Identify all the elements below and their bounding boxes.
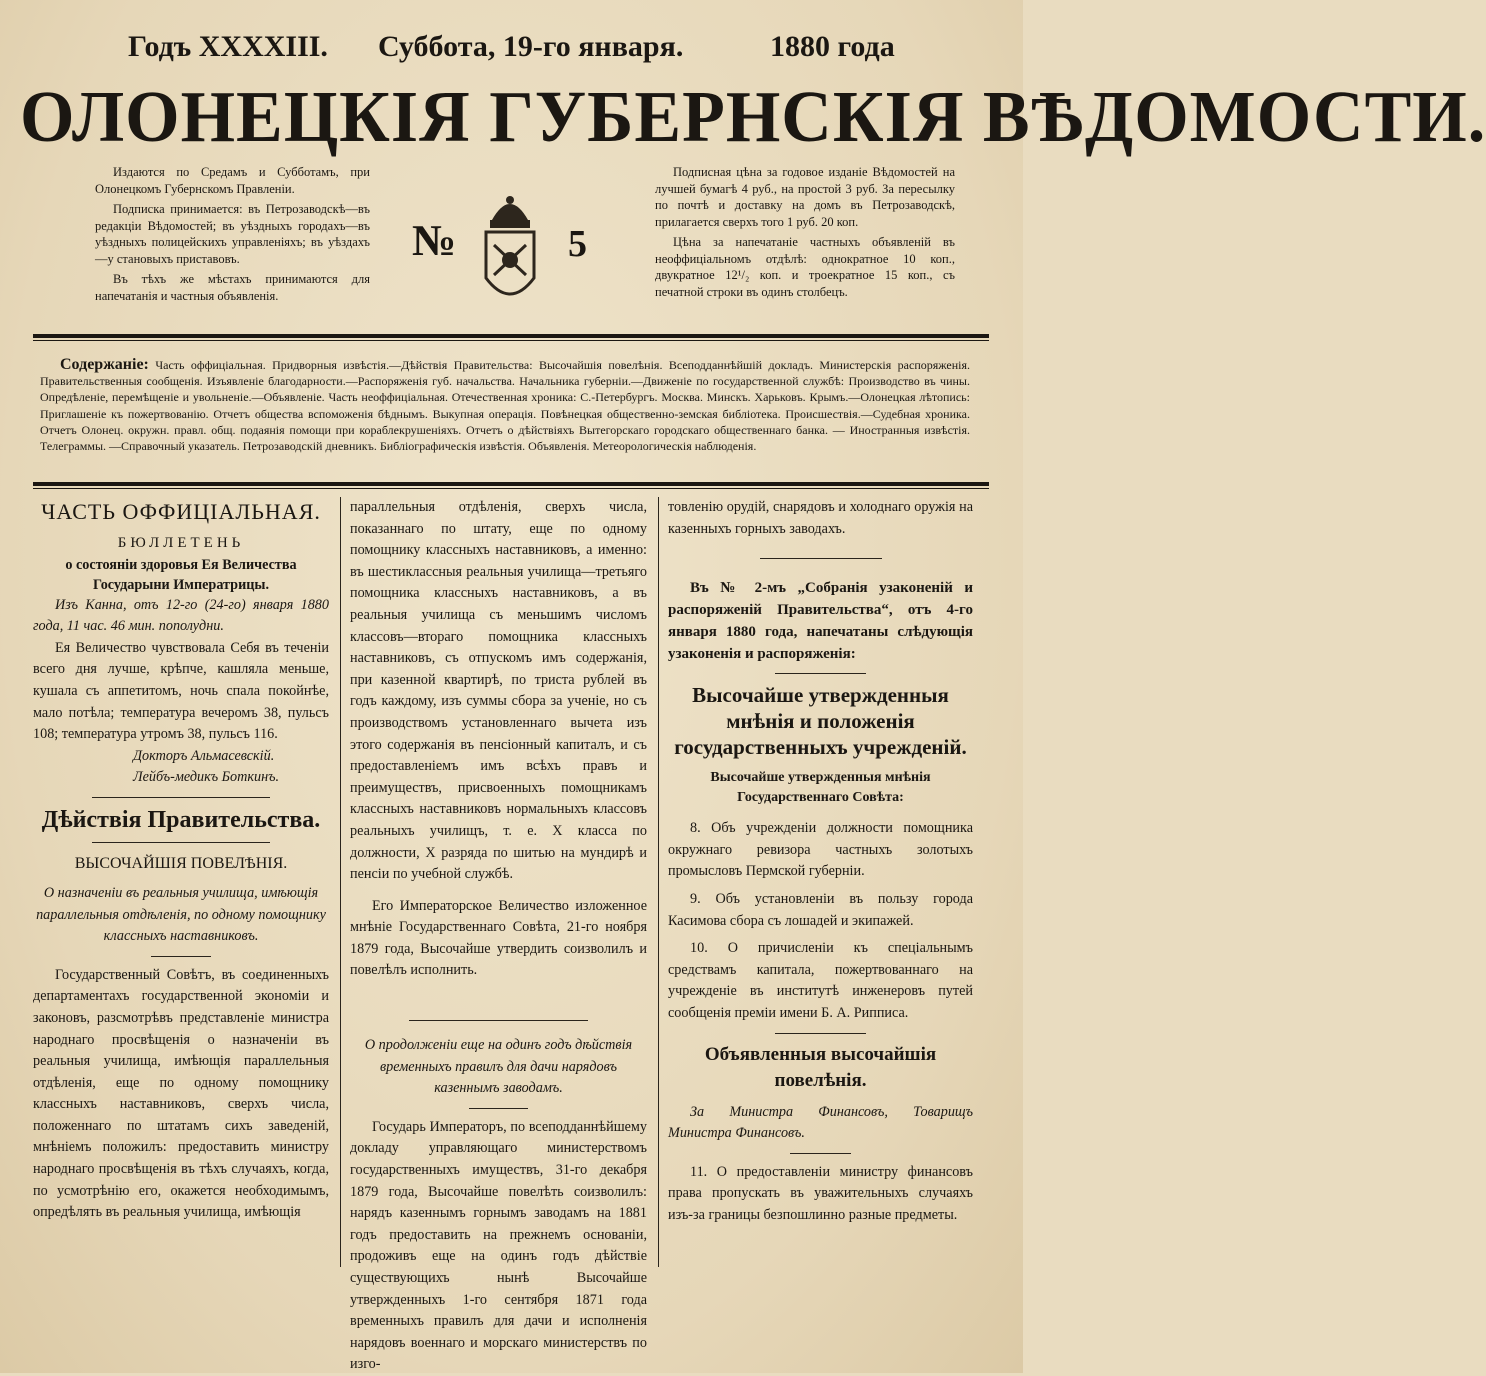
bulletin-subtitle: о состояніи здоровья Ея Величества Государыни Императрицы.: [65, 556, 297, 593]
subsection-heading: Высочайше утвержденныя мнѣнія Государственнаго Совѣта:: [710, 770, 931, 806]
info-paragraph: Подписная цѣна за годовое изданіе Вѣдомостей на лучшей бумагѣ 4 руб., на простой 3 руб. За пересылку по почтѣ и доставку на домъ въ Петрозаводскѣ, прилагается сверхъ того 1 руб. 20 коп.: [655, 165, 955, 229]
separator: [790, 1153, 851, 1154]
decree-text: параллельныя отдѣленія, сверхъ числа, показаннаго по штату, еще по одному помощнику классныхъ наставниковъ, а именно: въ шестиклассныя реальныя училища—третьяго помощника классныхъ наставниковъ, а въ реальныя училища съ меньшимъ числомъ классовъ—втораго помощника классныхъ наставниковъ, съ отпускомъ имъ содержанія, при казенной квартирѣ, по триста рублей въ годъ каждому, изъ суммы сбора за ученіе, но съ производствомъ установленнаго вычета изъ этого содержанія въ пенсіонный капиталъ, и съ предоставленіемъ имъ всѣхъ правъ и преимуществъ, присвоенныхъ помощникамъ классныхъ наставниковъ нормальныхъ классовъ реальныхъ училищъ, т. е. Х класса по должности, Х разряда по шитью на мундирѣ и пенсіи по учебной службѣ.: [350, 499, 647, 883]
separator: [775, 673, 867, 674]
minister-line: За Министра Финансовъ, Товарищъ Министра Финансовъ.: [668, 1103, 973, 1142]
column-2: [350, 497, 647, 1376]
newspaper-title: ОЛОНЕЦКІЯ ГУБЕРНСКІЯ ВѢДОМОСТИ.: [20, 77, 1486, 158]
issue-sign: №: [412, 216, 457, 265]
decree-text: Государственный Совѣтъ, въ соединенныхъ департаментахъ государственной экономіи и законовъ, разсмотрѣвъ представленіе министра народнаго просвѣщенія о назначеніи въ реальныя училища, имѣющія параллельныя отдѣленія, еще по одному помощнику классныхъ наставниковъ, сверхъ числа, положеннаго по штатамъ сихъ заведеній, мнѣніемъ положилъ: предоставить министру народнаго просвѣщенія въ тѣхъ случаяхъ, когда, по усмотрѣнію его, окажется необходимымъ, опредѣлять въ реальныя училища, имѣющія: [33, 966, 329, 1221]
issue-year: 1880 года: [770, 30, 895, 63]
column-divider: [340, 497, 341, 1267]
info-paragraph: Издаются по Средамъ и Субботамъ, при Олонецкомъ Губернскомъ Правленіи.: [95, 165, 370, 196]
contents-rule: [33, 488, 989, 489]
section-heading: Дѣйствія Правительства.: [41, 806, 321, 833]
decree-title: О назначеніи въ реальныя училища, имѣющія параллельныя отдѣленія, по одному помощнику классныхъ наставниковъ.: [36, 884, 326, 945]
contents-text: Часть оффиціальная. Придворныя извѣстія.—Дѣйствія Правительства: Высочайшія повелѣнія. Всеподданнѣйшій докладъ. Министерскія распоряженія. Правительственныя сообщенія. Изъявленіе благодарности.—Распоряженія губ. начальства. Начальника губерніи.—Движеніе по государственной службѣ: Производство въ чины. Опредѣленіе, перемѣщеніе и увольненіе.—Объявленіе. Часть неоффиціальная. Отечественная хроника: С.-Петербургъ. Москва. Минскъ. Харьковъ. Крымъ.—Олонецкая лѣтопись: Приглашеніе къ пожертвованію. Отчетъ общества вспоможенія бѣднымъ. Выкупная операція. Повѣнецкая общественно-земская библіотека. Происшествія.—Судебная хроника. Отчетъ Олонец. окружн. правл. общ. подаянія помощи при кораблекрушеніяхъ. Отчетъ о дѣйствіяхъ Вытегорскаго городскаго общественнаго банка. — Иностранныя извѣстія. Телеграммы. —Справочный указатель. Петрозаводскій дневникъ. Библіографическія извѣстія. Объявленія. Метеорологическія наблюденія.: [40, 358, 971, 454]
column-divider: [658, 497, 659, 1267]
table-of-contents: [40, 357, 970, 454]
info-paragraph: Подписка принимается: въ Петрозаводскѣ—въ редакціи Вѣдомостей; въ уѣздныхъ городахъ—въ уѣздныхъ полицейскихъ управленіяхъ; въ уѣздахъ—у становыхъ приставовъ.: [95, 202, 370, 266]
issue-date: Суббота, 19-го января.: [378, 30, 684, 63]
decree-text: Его Императорское Величество изложенное мнѣніе Государственнаго Совѣта, 21-го ноября 1879 года, Высочайше утвердить соизволилъ и повелѣлъ исполнить.: [350, 897, 647, 979]
law-item: 11. О предоставленіи министру финансовъ права пропускать въ уважительныхъ случаяхъ изъ-за границы безпошлинно разные предметы.: [668, 1163, 973, 1223]
separator: [151, 956, 210, 957]
dateline: [0, 30, 1023, 70]
subsection-heading: ВЫСОЧАЙШІЯ ПОВЕЛѢНІЯ.: [74, 854, 288, 872]
issue-number: 5: [568, 223, 587, 265]
bulletin-title: БЮЛЛЕТЕНЬ: [117, 535, 245, 551]
year-volume: Годъ XXXXIII.: [128, 30, 328, 63]
subscription-info: [655, 164, 955, 304]
separator: [92, 842, 270, 843]
bulletin-place: Изъ Канна, отъ 12-го (24-го) января 1880 года, 11 час. 46 мин. пополудни.: [33, 596, 329, 635]
signature: Лейбъ-медикъ Боткинъ.: [133, 769, 280, 786]
separator: [469, 1108, 528, 1109]
bulletin-text: Ея Величество чувствовала Себя въ теченіи всего дня лучше, крѣпче, кашляла меньше, кушала съ аппетитомъ, ночь спала покойнѣе, мало потѣла; температура вечеромъ 38, пульсъ 108; температура утромъ 38, пульсъ 116.: [33, 639, 329, 743]
signature: Докторъ Альмасевскій.: [133, 747, 275, 764]
law-item: 10. О причисленіи къ спеціальнымъ средствамъ капитала, пожертвованнаго на учрежденіе въ институтѣ инженеровъ путей сообщенія преміи имени Б. А. Рипписа.: [668, 940, 973, 1021]
decree-text: Государь Императоръ, по всеподданнѣйшему докладу управляющаго министерствомъ государственныхъ имуществъ, 31-го декабря 1879 года, Высочайше повелѣть соизволилъ: нарядъ казеннымъ горнымъ заводамъ на 1881 годъ предоставить на прежнемъ основаніи, продоживъ еще на одинъ годъ дѣйствіе существующихъ нынѣ Высочайше утвержденныхъ 1-го сентября 1871 года временныхъ правилъ для дачи и исполненія нарядовъ военнаго и морскаго министерствъ по изго-: [350, 1118, 647, 1373]
info-paragraph: Въ тѣхъ же мѣстахъ принимаются для напечатанія и частныя объявленія.: [95, 272, 370, 303]
section-title: ЧАСТЬ ОФФИЦІАЛЬНАЯ.: [41, 499, 321, 524]
section-heading: Объявленныя высочайшія повелѣнія.: [704, 1043, 937, 1091]
decree-title: О продолженіи еще на одинъ годъ дѣйствія временныхъ правилъ для дачи нарядовъ казеннымъ заводамъ.: [364, 1037, 633, 1097]
header-rule: [33, 340, 989, 341]
publication-info: [95, 164, 370, 308]
decree-text: товленію орудій, снарядовъ и холоднаго оружія на казенныхъ горныхъ заводахъ.: [668, 499, 973, 537]
coat-of-arms-icon: [470, 190, 550, 320]
column-3: [668, 497, 973, 1227]
header-rule: [33, 334, 989, 338]
section-heading: Высочайше утвержденныя мнѣнія и положенія государственныхъ учрежденій.: [674, 683, 967, 760]
column-1: [33, 497, 329, 1224]
contents-label: Содержаніе:: [60, 356, 149, 373]
info-paragraph: Цѣна за напечатаніе частныхъ объявленій въ неоффиціальномъ отдѣлѣ: однократное 10 коп., двукратное 12¹/₂ коп. и троекратное 15 коп., съ печатной строки въ одинъ столбецъ.: [655, 235, 955, 299]
separator: [92, 797, 270, 798]
law-item: 8. Объ учрежденіи должности помощника окружнаго ревизора частныхъ золотыхъ промысловъ Пермской губерніи.: [668, 820, 973, 880]
law-item: 9. Объ установленіи въ пользу города Касимова сбора съ лошадей и экипажей.: [668, 890, 973, 929]
separator: [409, 1020, 587, 1021]
contents-rule: [33, 482, 989, 486]
separator: [760, 558, 882, 559]
separator: [775, 1033, 867, 1034]
collection-notice: Въ № 2-мъ „Собранія узаконеній и распоряженій Правительства“, отъ 4-го января 1880 года, напечатаны слѣдующія узаконенія и распоряженія:: [668, 580, 973, 663]
